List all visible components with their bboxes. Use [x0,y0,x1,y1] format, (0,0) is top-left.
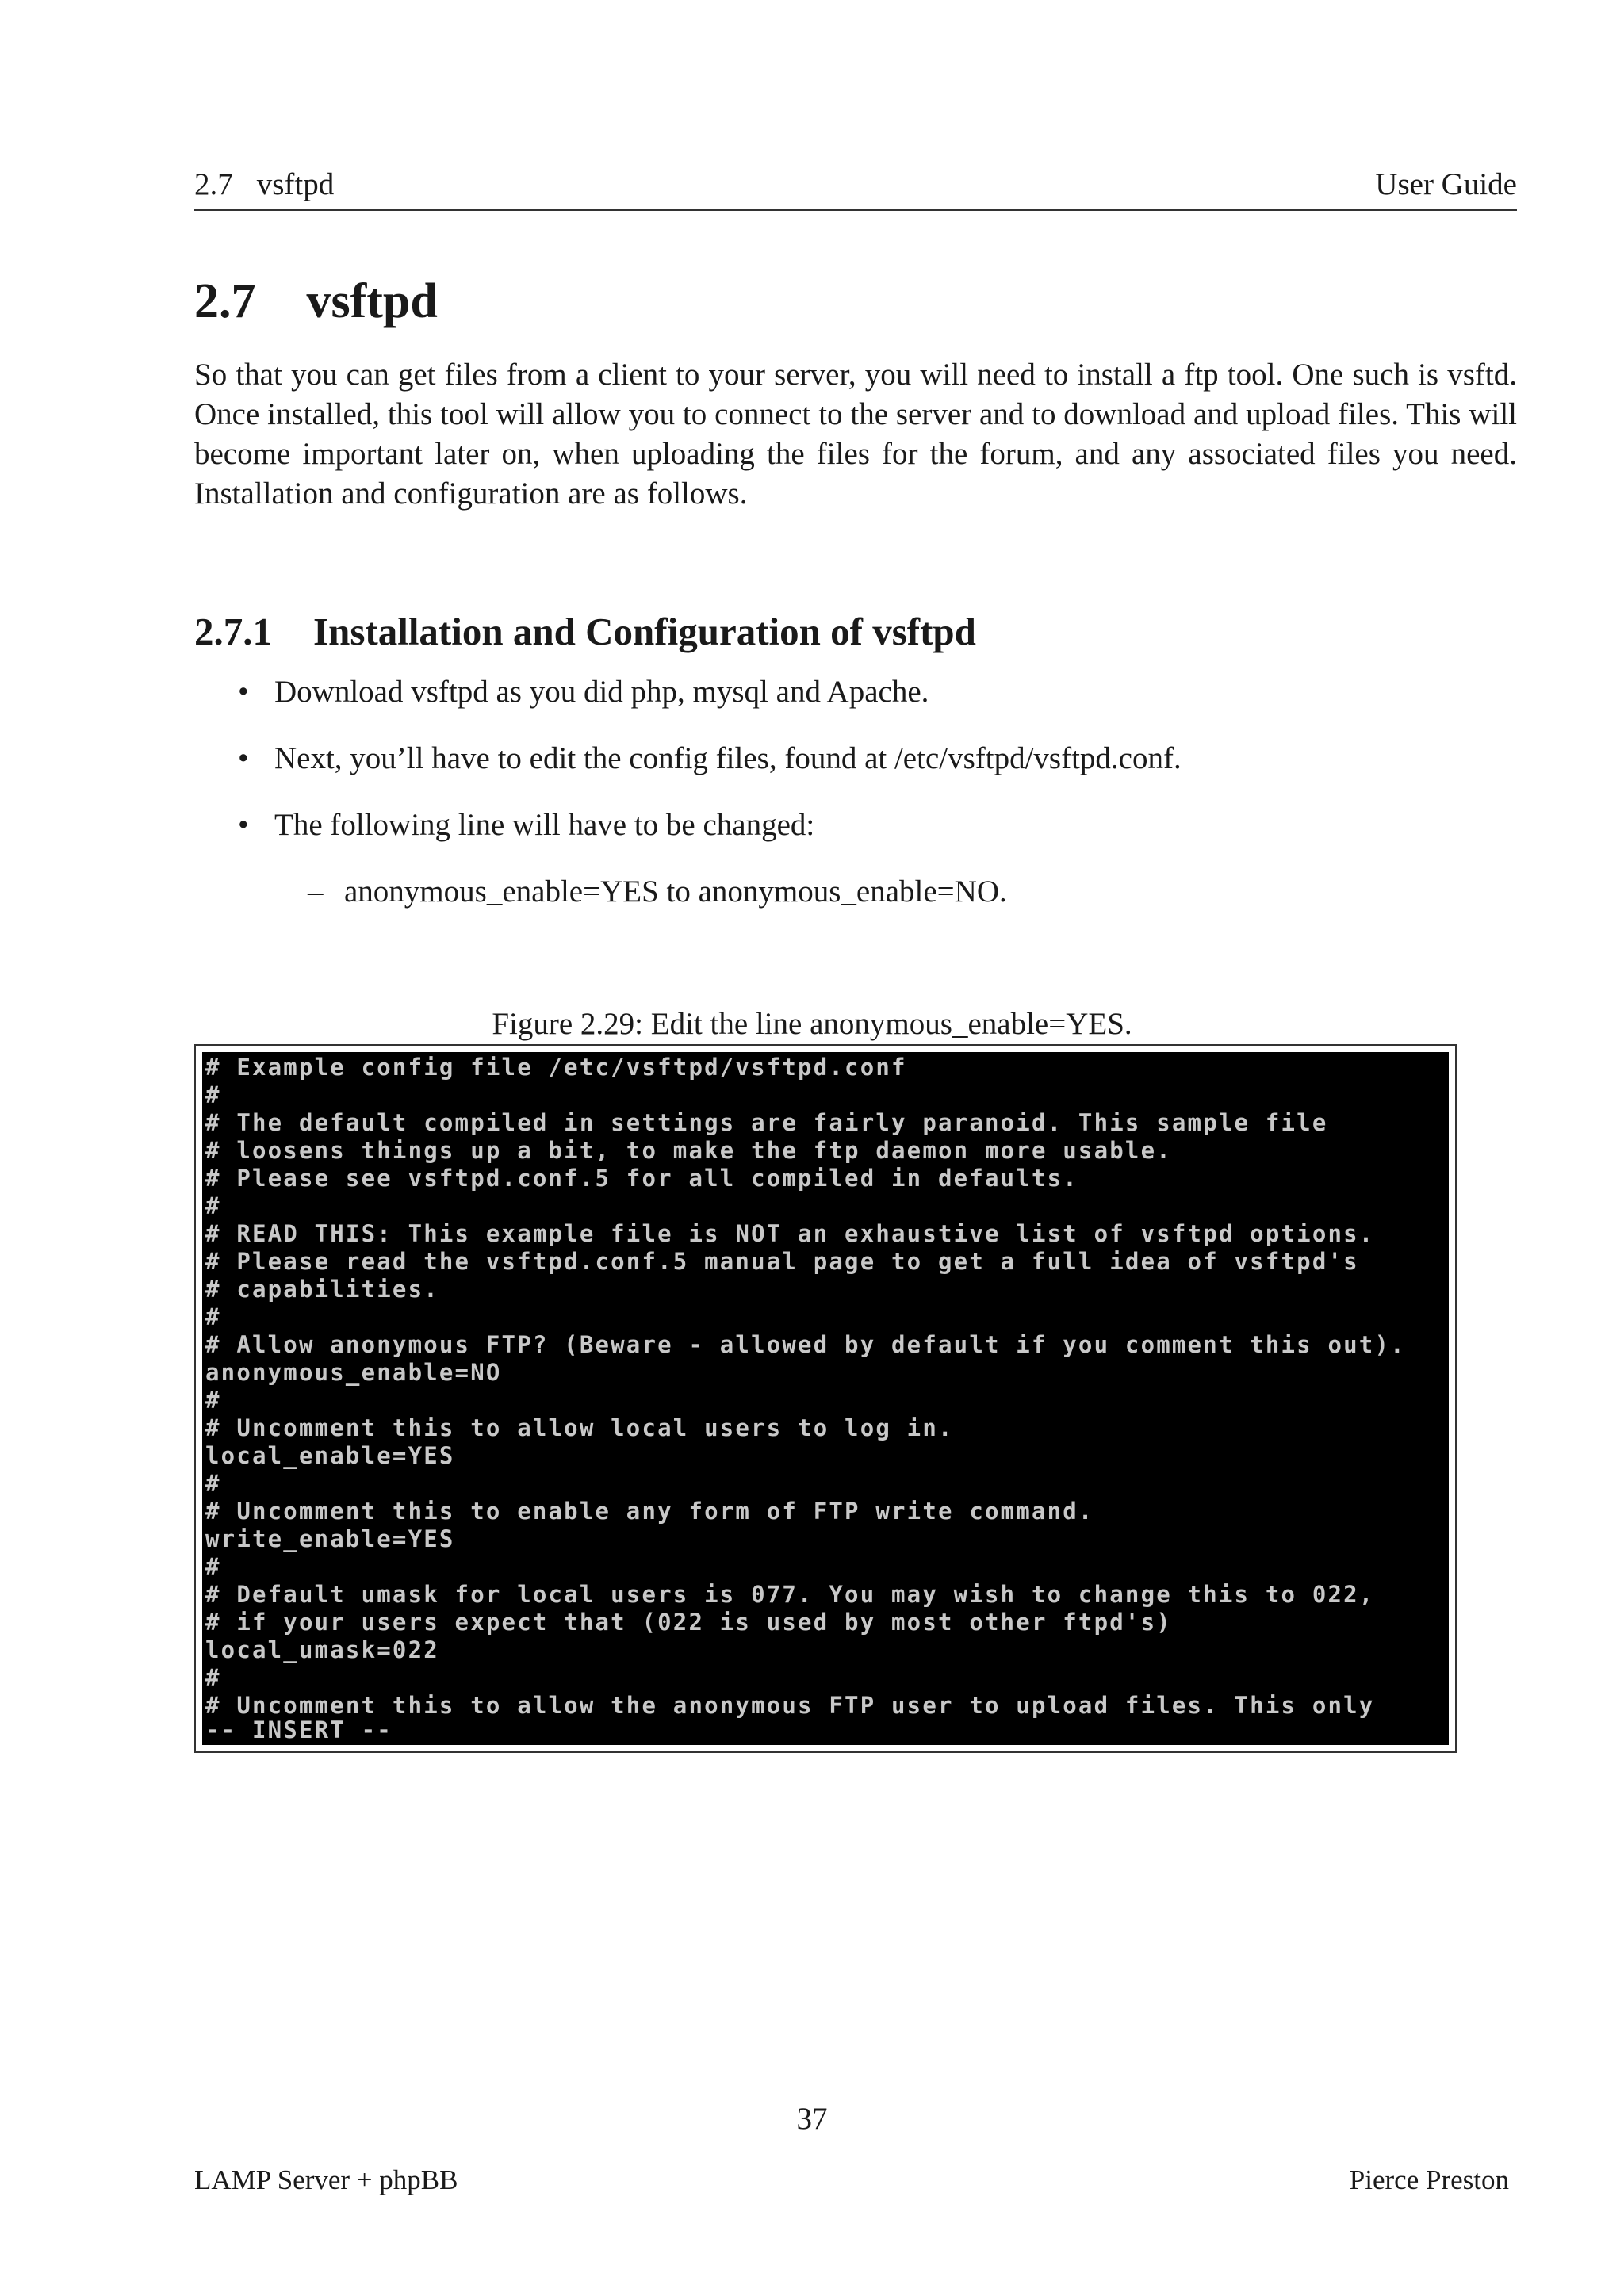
sub-list-item [308,872,1007,912]
terminal-line: # capabilities. [205,1276,439,1303]
header-document-type: User Guide [1375,167,1517,201]
terminal-line: # Example config file /etc/vsftpd/vsftpd.conf [205,1054,907,1081]
page-number: 37 [796,2102,828,2136]
terminal-line: # [205,1192,221,1219]
terminal-text [205,1054,1406,1720]
terminal-line: # Uncomment this to allow local users to log in. [205,1414,954,1441]
header-section-name: vsftpd [256,167,335,201]
terminal-line: # Allow anonymous FTP? (Beware - allowed by default if you comment this out). [205,1331,1406,1358]
terminal-line: # Default umask for local users is 077. You may wish to change this to 022, [205,1581,1375,1608]
terminal-line: # [205,1470,221,1497]
terminal-line: write_enable=YES [205,1525,455,1552]
header-section-number: 2.7 [194,167,233,201]
terminal-line: # [205,1303,221,1330]
running-header [194,166,1517,211]
terminal-line: # Please read the vsftpd.conf.5 manual page to get a full idea of vsftpd's [205,1248,1359,1275]
terminal-line: # The default compiled in settings are fairly paranoid. This sample file [205,1109,1328,1136]
subsection-title [194,609,976,654]
subsection-number: 2.7.1 [194,610,272,653]
terminal-line: # Please see vsftpd.conf.5 for all compiled in defaults. [205,1165,1078,1192]
section-title [194,274,438,330]
bullet-marker: • [238,741,249,775]
section-number: 2.7 [194,274,256,328]
terminal-line: local_umask=022 [205,1636,439,1663]
terminal-line: # [205,1081,221,1108]
terminal-line: # [205,1553,221,1580]
terminal-line: # if your users expect that (022 is used by most other ftpd's) [205,1609,1172,1636]
vim-status-line: -- INSERT -- [205,1716,393,1743]
dash-marker: – [308,874,324,909]
list-item-text: The following line will have to be changed: [274,808,815,842]
bullet-marker: • [238,675,249,709]
list-item-text: Next, you’ll have to edit the config files, found at /etc/vsftpd/vsftpd.conf. [274,741,1182,775]
footer-title: LAMP Server + phpBB [194,2164,458,2195]
list-item-text: Download vsftpd as you did php, mysql and Apache. [274,675,929,709]
list-item [238,806,1507,872]
section-name: vsftpd [306,274,438,328]
terminal-line: # Uncomment this to enable any form of FTP write command. [205,1498,1094,1525]
bullet-marker: • [238,808,249,842]
list-item [238,672,1507,739]
instruction-list [238,672,1507,872]
terminal-line: # loosens things up a bit, to make the ftp daemon more usable. [205,1137,1172,1164]
terminal-line: # [205,1387,221,1414]
sub-instruction-list [308,872,1007,912]
terminal-line: # READ THIS: This example file is NOT an exhaustive list of vsftpd options. [205,1220,1375,1247]
sub-list-item-text: anonymous_enable=YES to anonymous_enable=NO. [344,874,1007,909]
header-section [194,166,334,202]
terminal-line: # Uncomment this to allow the anonymous FTP user to upload files. This only [205,1692,1375,1719]
terminal-line: # [205,1664,221,1691]
figure-screenshot [194,1044,1457,1753]
list-item [238,739,1507,806]
intro-paragraph: So that you can get files from a client to your server, you will need to install a ftp tool. One such is vsftd. Once installed, this tool will allow you to connect to the server and to download and upload files. This will become important later on, when uploading the files for the forum, and any associated files you need. Installation and configuration are as follows. [194,358,1517,511]
terminal-line: local_enable=YES [205,1442,455,1469]
terminal-line: anonymous_enable=NO [205,1359,502,1386]
footer-author: Pierce Preston [1349,2164,1509,2195]
terminal-screen [202,1052,1449,1745]
figure-caption: Figure 2.29: Edit the line anonymous_enable=YES. [492,1007,1132,1041]
subsection-name: Installation and Configuration of vsftpd [313,610,976,653]
